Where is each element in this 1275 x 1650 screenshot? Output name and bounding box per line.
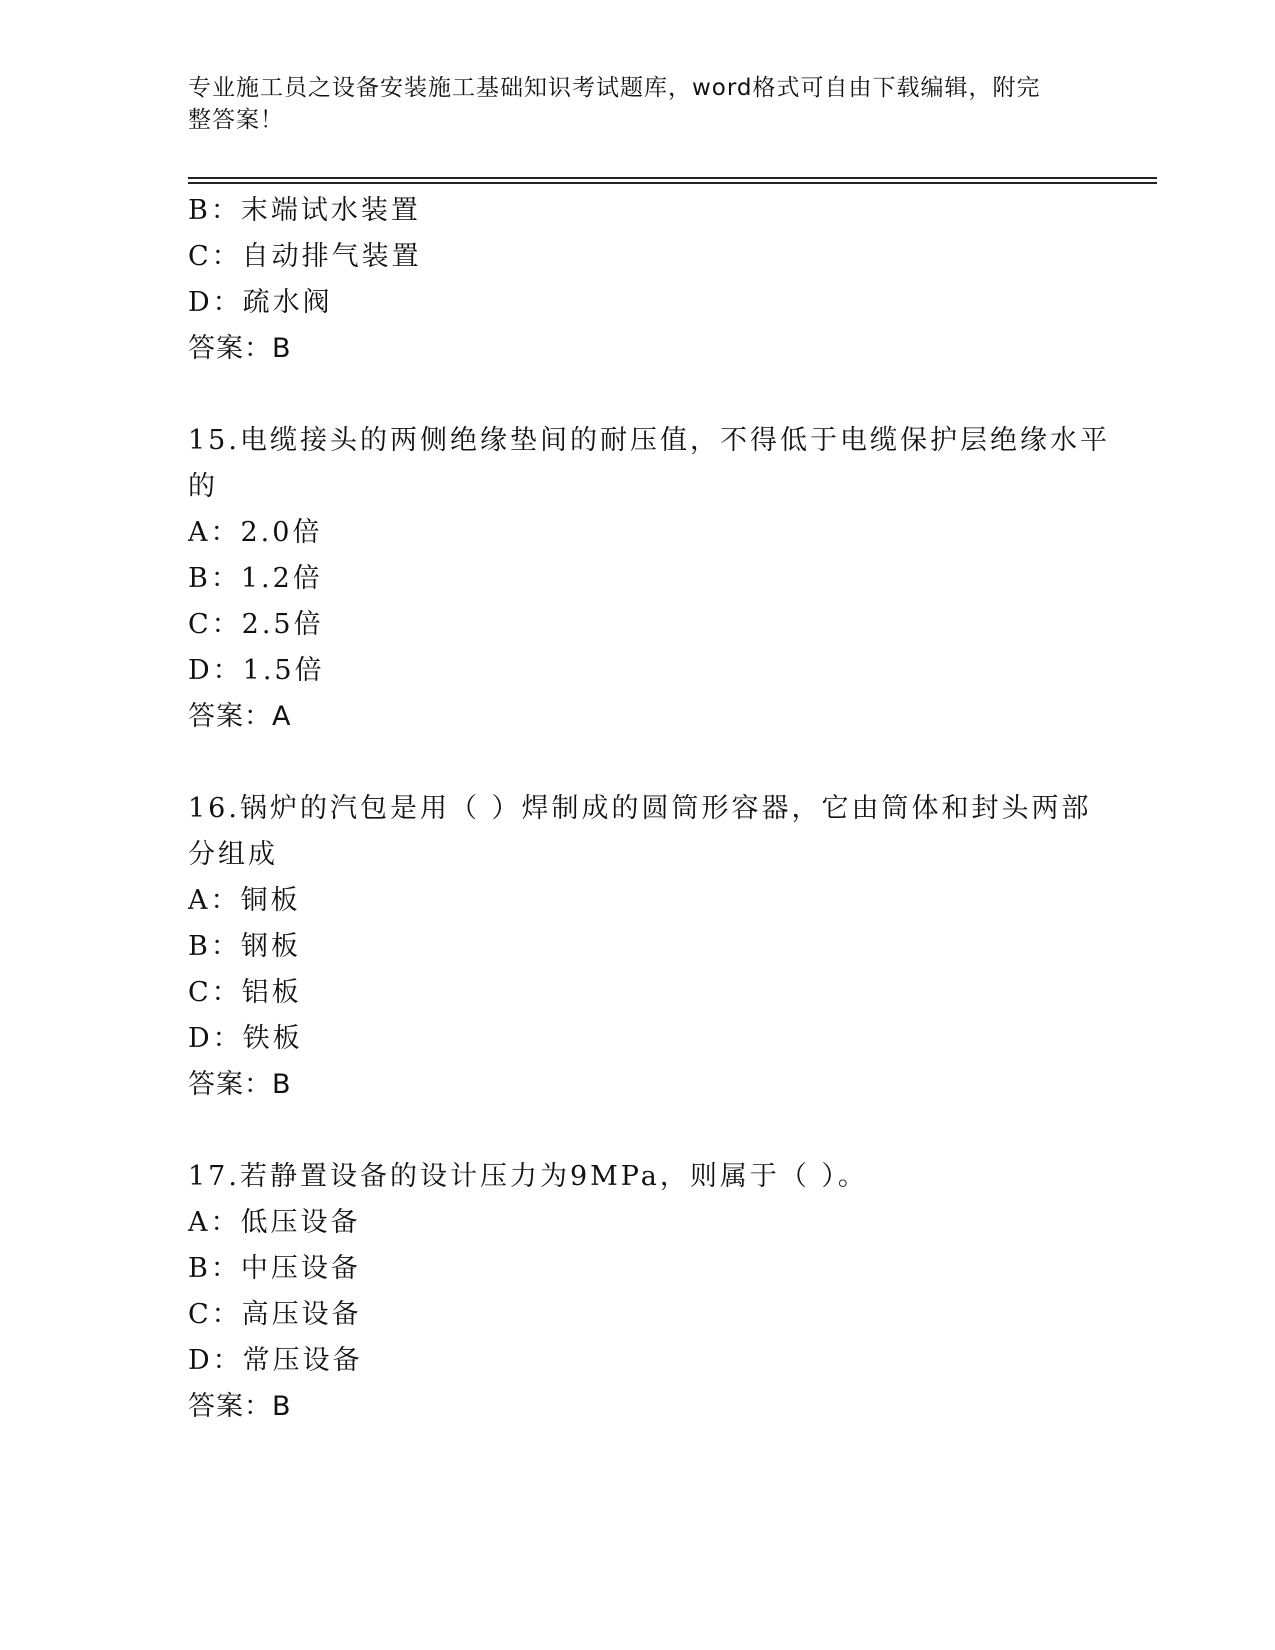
question-stem-line: 16.锅炉的汽包是用（ ）焊制成的圆筒形容器，它由筒体和封头两部 (188, 793, 1092, 824)
option-c: C：铝板 (188, 977, 302, 1008)
option-letter: D (188, 655, 213, 686)
question-content (188, 188, 1110, 1430)
spacer (188, 372, 1088, 418)
spacer (188, 740, 1088, 786)
option-b: B：钢板 (188, 931, 301, 962)
option-a: A：2.0倍 (188, 517, 323, 548)
option-b: B：中压设备 (188, 1253, 361, 1284)
option-letter: B (188, 195, 211, 226)
header-divider-top (188, 177, 1157, 179)
option-text: 铜板 (240, 885, 301, 916)
question-14-continuation (188, 188, 1088, 372)
option-text: 1.5倍 (242, 655, 325, 686)
question-17 (188, 1154, 1088, 1430)
option-text: 常压设备 (242, 1345, 363, 1376)
option-c: C：高压设备 (188, 1299, 362, 1330)
option-letter: D (188, 1023, 213, 1054)
option-letter: A (188, 517, 211, 548)
option-c: C：自动排气装置 (188, 241, 422, 272)
option-text: 1.2倍 (240, 563, 323, 594)
option-letter: B (188, 563, 211, 594)
option-letter: C (188, 609, 212, 640)
option-letter: A (188, 1207, 211, 1238)
option-letter: C (188, 977, 212, 1008)
header-line-1: 专业施工员之设备安装施工基础知识考试题库，word格式可自由下载编辑，附完 (188, 75, 1041, 101)
option-text: 钢板 (240, 931, 301, 962)
option-a: A：铜板 (188, 885, 301, 916)
option-letter: C (188, 1299, 212, 1330)
option-d: D：1.5倍 (188, 655, 325, 686)
option-letter: D (188, 1345, 213, 1376)
option-text: 铝板 (241, 977, 302, 1008)
answer-line: 答案：B (188, 333, 292, 364)
question-stem-line: 15.电缆接头的两侧绝缘垫间的耐压值，不得低于电缆保护层绝缘水平 (188, 425, 1110, 456)
option-letter: B (188, 1253, 211, 1284)
option-text: 2.5倍 (241, 609, 324, 640)
header-line-2: 整答案！ (188, 107, 284, 133)
answer-line: 答案：A (188, 701, 292, 732)
answer-line: 答案：B (188, 1391, 292, 1422)
option-text: 铁板 (242, 1023, 303, 1054)
option-letter: D (188, 287, 213, 318)
question-stem-line: 的 (188, 471, 218, 502)
option-text: 中压设备 (240, 1253, 361, 1284)
option-letter: C (188, 241, 212, 272)
document-header (188, 72, 1068, 136)
option-d: D：疏水阀 (188, 287, 333, 318)
spacer (188, 1108, 1088, 1154)
option-b: B：1.2倍 (188, 563, 323, 594)
header-divider-bottom (188, 182, 1157, 184)
option-letter: A (188, 885, 211, 916)
option-text: 低压设备 (240, 1207, 361, 1238)
question-15 (188, 418, 1110, 740)
option-b: B：末端试水装置 (188, 195, 421, 226)
option-c: C：2.5倍 (188, 609, 324, 640)
question-stem-line: 分组成 (188, 839, 278, 870)
option-text: 末端试水装置 (240, 195, 421, 226)
question-stem-line: 17.若静置设备的设计压力为9MPa，则属于（ ）。 (188, 1161, 868, 1192)
question-16 (188, 786, 1092, 1108)
answer-line: 答案：B (188, 1069, 292, 1100)
option-d: D：常压设备 (188, 1345, 363, 1376)
option-text: 自动排气装置 (241, 241, 422, 272)
option-d: D：铁板 (188, 1023, 303, 1054)
option-letter: B (188, 931, 211, 962)
option-a: A：低压设备 (188, 1207, 361, 1238)
option-text: 疏水阀 (242, 287, 333, 318)
option-text: 高压设备 (241, 1299, 362, 1330)
option-text: 2.0倍 (240, 517, 323, 548)
